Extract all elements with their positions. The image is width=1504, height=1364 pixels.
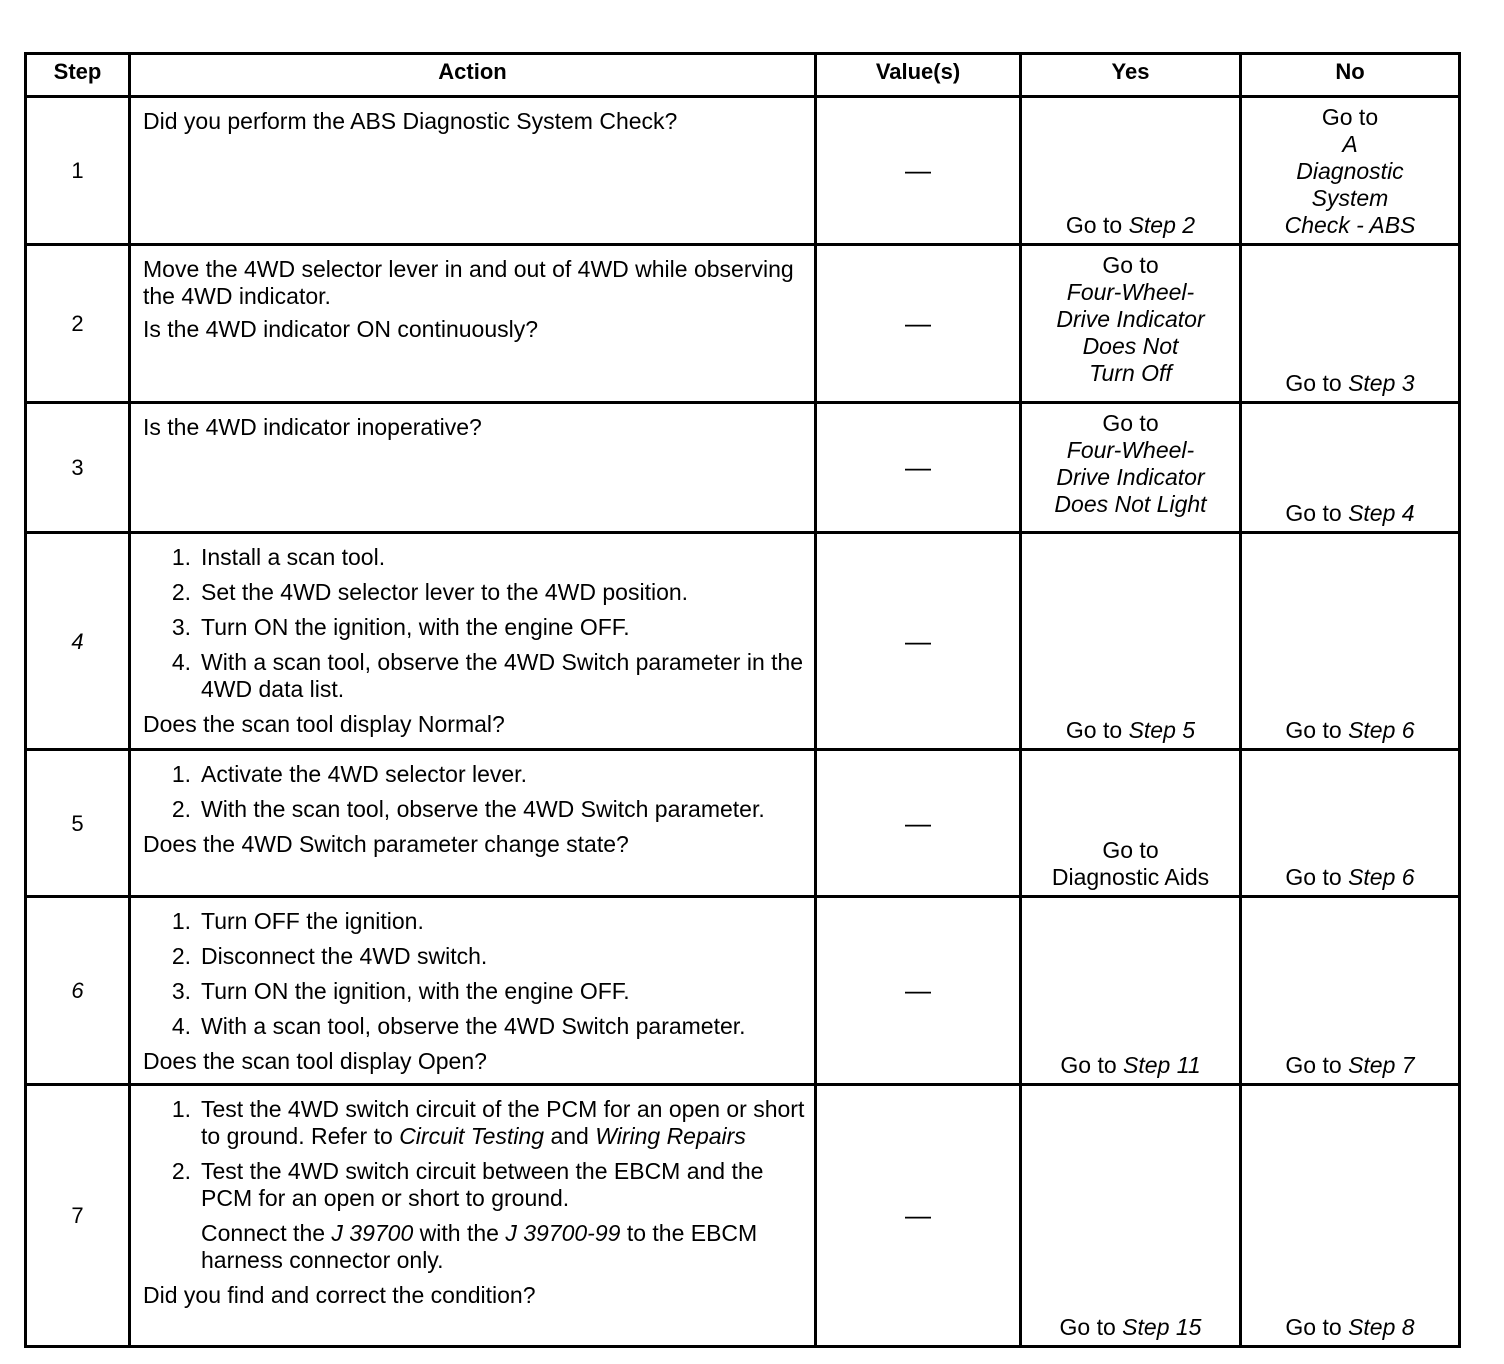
yes-cell (1021, 403, 1241, 533)
no-ref-link[interactable]: A (1342, 131, 1358, 157)
yes-step-link[interactable]: Step 5 (1128, 717, 1196, 743)
yes-prefix: Go to (1065, 212, 1123, 238)
value-cell: — (816, 897, 1021, 1085)
action-question: Is the 4WD indicator inoperative? (143, 414, 482, 440)
no-step-link[interactable]: Step 4 (1348, 500, 1415, 526)
yes-ref-line[interactable]: Drive Indicator (1056, 306, 1205, 332)
action-question: Does the scan tool display Normal? (143, 711, 505, 737)
no-ref-line[interactable]: System (1311, 185, 1389, 211)
yes-ref-line[interactable]: Drive Indicator (1056, 464, 1205, 490)
step-number: 6 (26, 897, 130, 1085)
yes-ref-line[interactable]: Diagnostic Aids (1051, 864, 1210, 890)
action-question: Did you perform the ABS Diagnostic System Check? (143, 108, 678, 134)
no-ref-line[interactable]: Diagnostic (1296, 158, 1404, 184)
table-row (26, 750, 1460, 897)
action-question: Does the 4WD Switch parameter change state? (143, 831, 629, 857)
no-cell (1241, 1085, 1460, 1347)
no-prefix: Go to (1285, 717, 1342, 743)
yes-ref-line[interactable]: Does Not Light (1054, 491, 1207, 517)
header-step: Step (26, 54, 130, 97)
no-cell (1241, 97, 1460, 245)
yes-cell (1021, 897, 1241, 1085)
list-item: 1. Install a scan tool. (171, 544, 386, 570)
table-row (26, 403, 1460, 533)
list-item: 1. Test the 4WD switch circuit of the PCM for an open or short to ground. Refer to Circuit Testing and Wiring Repairs (171, 1096, 805, 1149)
diagnostic-table-container (24, 52, 1458, 1348)
action-cell (130, 403, 816, 533)
no-cell (1241, 533, 1460, 750)
action-cell (130, 1085, 816, 1347)
list-item: 3. Turn ON the ignition, with the engine OFF. (171, 614, 630, 640)
yes-ref-line[interactable]: Four-Wheel- (1066, 437, 1195, 463)
value-cell: — (816, 97, 1021, 245)
step-number: 7 (26, 1085, 130, 1347)
action-cell (130, 245, 816, 403)
step-number: 4 (26, 533, 130, 750)
action-question: Did you find and correct the condition? (143, 1282, 536, 1308)
yes-prefix: Go to (1102, 410, 1159, 436)
yes-step-link[interactable]: Step 2 (1128, 212, 1196, 238)
list-item: 2. Set the 4WD selector lever to the 4WD position. (171, 579, 689, 605)
table-row (26, 897, 1460, 1085)
step-number: 3 (26, 403, 130, 533)
yes-cell (1021, 1085, 1241, 1347)
no-prefix: Go to (1285, 864, 1342, 890)
value-cell: — (816, 245, 1021, 403)
list-item: 3. Turn ON the ignition, with the engine OFF. (171, 978, 630, 1004)
list-item: 2. Test the 4WD switch circuit between the EBCM and the PCM for an open or short to ground. (171, 1158, 764, 1211)
action-cell (130, 533, 816, 750)
yes-cell (1021, 750, 1241, 897)
no-step-link[interactable]: Step 8 (1348, 1314, 1415, 1340)
header-yes: Yes (1021, 54, 1241, 97)
no-cell (1241, 750, 1460, 897)
no-cell (1241, 403, 1460, 533)
yes-ref-line[interactable]: Four-Wheel- (1066, 279, 1195, 305)
step-number: 2 (26, 245, 130, 403)
header-no: No (1241, 54, 1460, 97)
action-cell (130, 750, 816, 897)
list-item: 4. With a scan tool, observe the 4WD Switch parameter in the 4WD data list. (171, 649, 804, 702)
yes-prefix: Go to (1102, 252, 1159, 278)
no-ref-line[interactable]: Check - ABS (1284, 212, 1416, 238)
table-header-row (26, 54, 1460, 97)
no-cell (1241, 897, 1460, 1085)
no-step-link[interactable]: Step 3 (1348, 370, 1415, 396)
yes-cell (1021, 245, 1241, 403)
yes-prefix: Go to (1102, 837, 1159, 863)
no-prefix: Go to (1285, 1052, 1342, 1078)
yes-step-link[interactable]: Step 15 (1122, 1314, 1202, 1340)
yes-prefix: Go to (1060, 1052, 1117, 1078)
list-item: 2. Disconnect the 4WD switch. (171, 943, 488, 969)
yes-cell (1021, 97, 1241, 245)
step-number: 1 (26, 97, 130, 245)
header-values: Value(s) (816, 54, 1021, 97)
yes-ref-line[interactable]: Does Not (1082, 333, 1179, 359)
yes-step-link[interactable]: Step 11 (1123, 1052, 1201, 1078)
wiring-repairs-link[interactable]: Wiring Repairs (595, 1123, 746, 1149)
list-item: 2. With the scan tool, observe the 4WD Switch parameter. (171, 796, 765, 822)
yes-ref-line[interactable]: Turn Off (1089, 360, 1172, 386)
list-item: 4. With a scan tool, observe the 4WD Switch parameter. (171, 1013, 746, 1039)
action-question: Is the 4WD indicator ON continuously? (143, 316, 539, 342)
step-number: 5 (26, 750, 130, 897)
no-cell (1241, 245, 1460, 403)
action-question: Does the scan tool display Open? (143, 1048, 487, 1074)
no-prefix: Go to (1285, 370, 1342, 396)
action-cell (130, 97, 816, 245)
action-cell (130, 897, 816, 1085)
yes-prefix: Go to (1059, 1314, 1116, 1340)
table-row (26, 97, 1460, 245)
no-prefix: Go to (1285, 500, 1342, 526)
header-action: Action (130, 54, 816, 97)
yes-cell (1021, 533, 1241, 750)
list-item: 1. Activate the 4WD selector lever. (171, 761, 527, 787)
no-step-link[interactable]: Step 6 (1348, 864, 1415, 890)
list-item: 1. Turn OFF the ignition. (171, 908, 424, 934)
no-prefix: Go to (1321, 104, 1379, 130)
circuit-testing-link[interactable]: Circuit Testing (399, 1123, 545, 1149)
tool-reference: J 39700-99 (505, 1220, 621, 1246)
no-step-link[interactable]: Step 6 (1348, 717, 1415, 743)
yes-prefix: Go to (1065, 717, 1123, 743)
no-step-link[interactable]: Step 7 (1348, 1052, 1415, 1078)
table-row (26, 245, 1460, 403)
tool-reference: J 39700 (331, 1220, 414, 1246)
value-cell: — (816, 750, 1021, 897)
action-text: Move the 4WD selector lever in and out of 4WD while observing the 4WD indicator. (143, 256, 794, 309)
diagnostic-table (24, 52, 1461, 1348)
value-cell: — (816, 533, 1021, 750)
value-cell: — (816, 1085, 1021, 1347)
note-text: Connect the J 39700 with the J 39700-99 to the EBCM harness connector only. (201, 1220, 758, 1273)
table-row (26, 533, 1460, 750)
no-prefix: Go to (1285, 1314, 1342, 1340)
table-row (26, 1085, 1460, 1347)
value-cell: — (816, 403, 1021, 533)
